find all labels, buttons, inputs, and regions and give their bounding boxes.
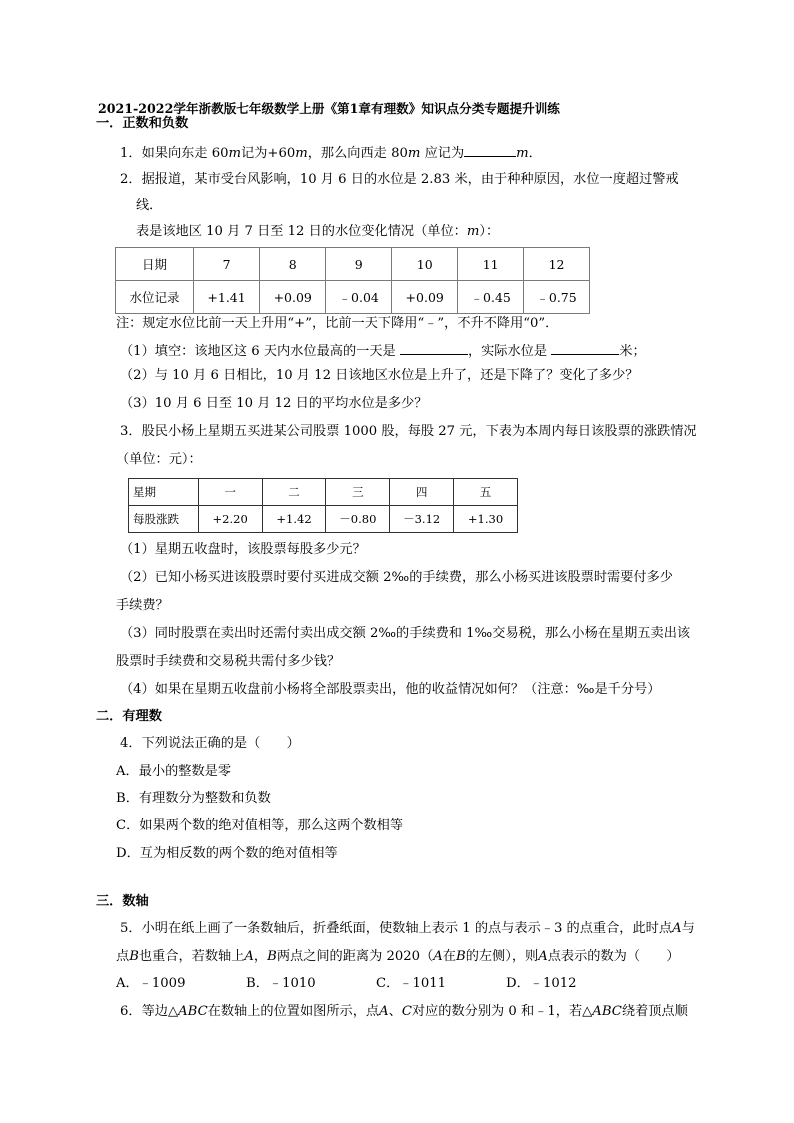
question-3-part-2-line-1: （2）已知小杨买进该股票时要付买进成交额 2‰的手续费，那么小杨买进该股票时需要付多少 <box>120 570 673 585</box>
water-level-table <box>115 247 590 314</box>
table-cell: 水位记录 <box>116 281 194 314</box>
question-3-part-2-line-2: 手续费？ <box>116 598 169 613</box>
table-cell: 日期 <box>116 248 194 281</box>
table-cell: ﹣0.04 <box>326 281 392 314</box>
section-heading-1: 一．正数和负数 <box>96 116 189 131</box>
table-cell: 星期 <box>129 479 199 506</box>
question-4-option-c: C．如果两个数的绝对值相等，那么这两个数相等 <box>116 818 404 833</box>
question-3-part-4: （4）如果在星期五收盘前小杨将全部股票卖出，他的收益情况如何？（注意：‰是千分号） <box>120 682 661 697</box>
table-row <box>129 506 518 533</box>
question-3-line-1: 3．股民小杨上星期五买进某公司股票 1000 股，每股 27 元，下表为本周内每日该股票的涨跌情况 <box>120 424 697 439</box>
table-cell: 9 <box>326 248 392 281</box>
table-cell: 五 <box>454 479 518 506</box>
table-cell: ﹣0.45 <box>458 281 524 314</box>
table-cell: 二 <box>262 479 326 506</box>
table-cell: 每股涨跌 <box>129 506 199 533</box>
question-4-stem: 4．下列说法正确的是（ ） <box>120 736 300 751</box>
question-1: 1．如果向东走 60m记为+60m，那么向西走 80m 应记为 m． <box>120 143 542 163</box>
question-4-option-b: B．有理数分为整数和负数 <box>116 791 271 806</box>
table-cell: 四 <box>390 479 454 506</box>
answer-blank <box>464 143 516 157</box>
question-2-line-3: 表是该地区 10 月 7 日至 12 日的水位变化情况（单位：m）： <box>136 224 500 239</box>
table-cell: +1.42 <box>262 506 326 533</box>
question-2-line-1: 2．据报道，某市受台风影响，10 月 6 日的水位是 2.83 米，由于种种原因，水位一度超过警戒 <box>120 172 679 187</box>
answer-blank <box>551 341 619 355</box>
table-cell: +0.09 <box>260 281 326 314</box>
table-row <box>116 281 590 314</box>
question-5-option-b: B．﹣1010 <box>246 976 316 991</box>
table-cell: 12 <box>524 248 590 281</box>
table-cell: +0.09 <box>392 281 458 314</box>
section-heading-2: 二．有理数 <box>96 709 162 724</box>
table-cell: 8 <box>260 248 326 281</box>
question-5-option-c: C．﹣1011 <box>376 976 447 991</box>
question-4-option-d: D．互为相反数的两个数的绝对值相等 <box>116 846 338 861</box>
table-cell: 三 <box>326 479 390 506</box>
question-2-part-2: （2）与 10 月 6 日相比，10 月 12 日该地区水位是上升了，还是下降了？变化了多少？ <box>120 368 639 383</box>
question-5-option-d: D．﹣1012 <box>506 976 577 991</box>
section-heading-3: 三．数轴 <box>96 894 149 909</box>
question-3-part-3-line-1: （3）同时股票在卖出时还需付卖出成交额 2‰的手续费和 1‰交易税，那么小杨在星期五卖出该 <box>120 626 691 641</box>
question-2-part-1: （1）填空：该地区这 6 天内水位最高的一天是 ，实际水位是 米； <box>120 341 646 361</box>
table-cell: ﹣0.75 <box>524 281 590 314</box>
question-2-part-3: （3）10 月 6 日至 10 月 12 日的平均水位是多少？ <box>120 396 428 411</box>
table-header-row <box>116 248 590 281</box>
answer-blank <box>400 341 468 355</box>
question-5-option-a: A．﹣1009 <box>116 976 186 991</box>
question-5-line-1: 5．小明在纸上画了一条数轴后，折叠纸面，使数轴上表示 1 的点与表示﹣3 的点重合，此时点A与 <box>120 921 695 936</box>
question-4-option-a: A．最小的整数是零 <box>116 764 232 779</box>
table-cell: 一 <box>198 479 262 506</box>
question-2-line-2: 线． <box>136 198 163 213</box>
table-cell: 10 <box>392 248 458 281</box>
stock-change-table <box>128 478 518 533</box>
table-cell: +1.30 <box>454 506 518 533</box>
table-header-row <box>129 479 518 506</box>
table-cell: 11 <box>458 248 524 281</box>
page-title: 2021-2022学年浙教版七年级数学上册《第1章有理数》知识点分类专题提升训练 <box>98 101 560 116</box>
question-6-line-1: 6．等边△ABC在数轴上的位置如图所示，点A、C对应的数分别为 0 和﹣1，若△ABC绕着顶点顺 <box>120 1004 688 1019</box>
question-5-line-2: 点B也重合，若数轴上A，B两点之间的距离为 2020（A在B的左侧），则A点表示的数为（ ） <box>116 949 680 964</box>
table-cell: +2.20 <box>198 506 262 533</box>
table-cell: +1.41 <box>193 281 259 314</box>
table-cell: －3.12 <box>390 506 454 533</box>
table-cell: 7 <box>193 248 259 281</box>
question-2-note: 注：规定水位比前一天上升用“+”，比前一天下降用“﹣”，不升不降用“0”． <box>116 316 559 331</box>
question-3-line-2: （单位：元）： <box>116 452 202 467</box>
question-3-part-1: （1）星期五收盘时，该股票每股多少元？ <box>120 542 366 557</box>
table-cell: －0.80 <box>326 506 390 533</box>
question-3-part-3-line-2: 股票时手续费和交易税共需付多少钱？ <box>116 654 341 669</box>
